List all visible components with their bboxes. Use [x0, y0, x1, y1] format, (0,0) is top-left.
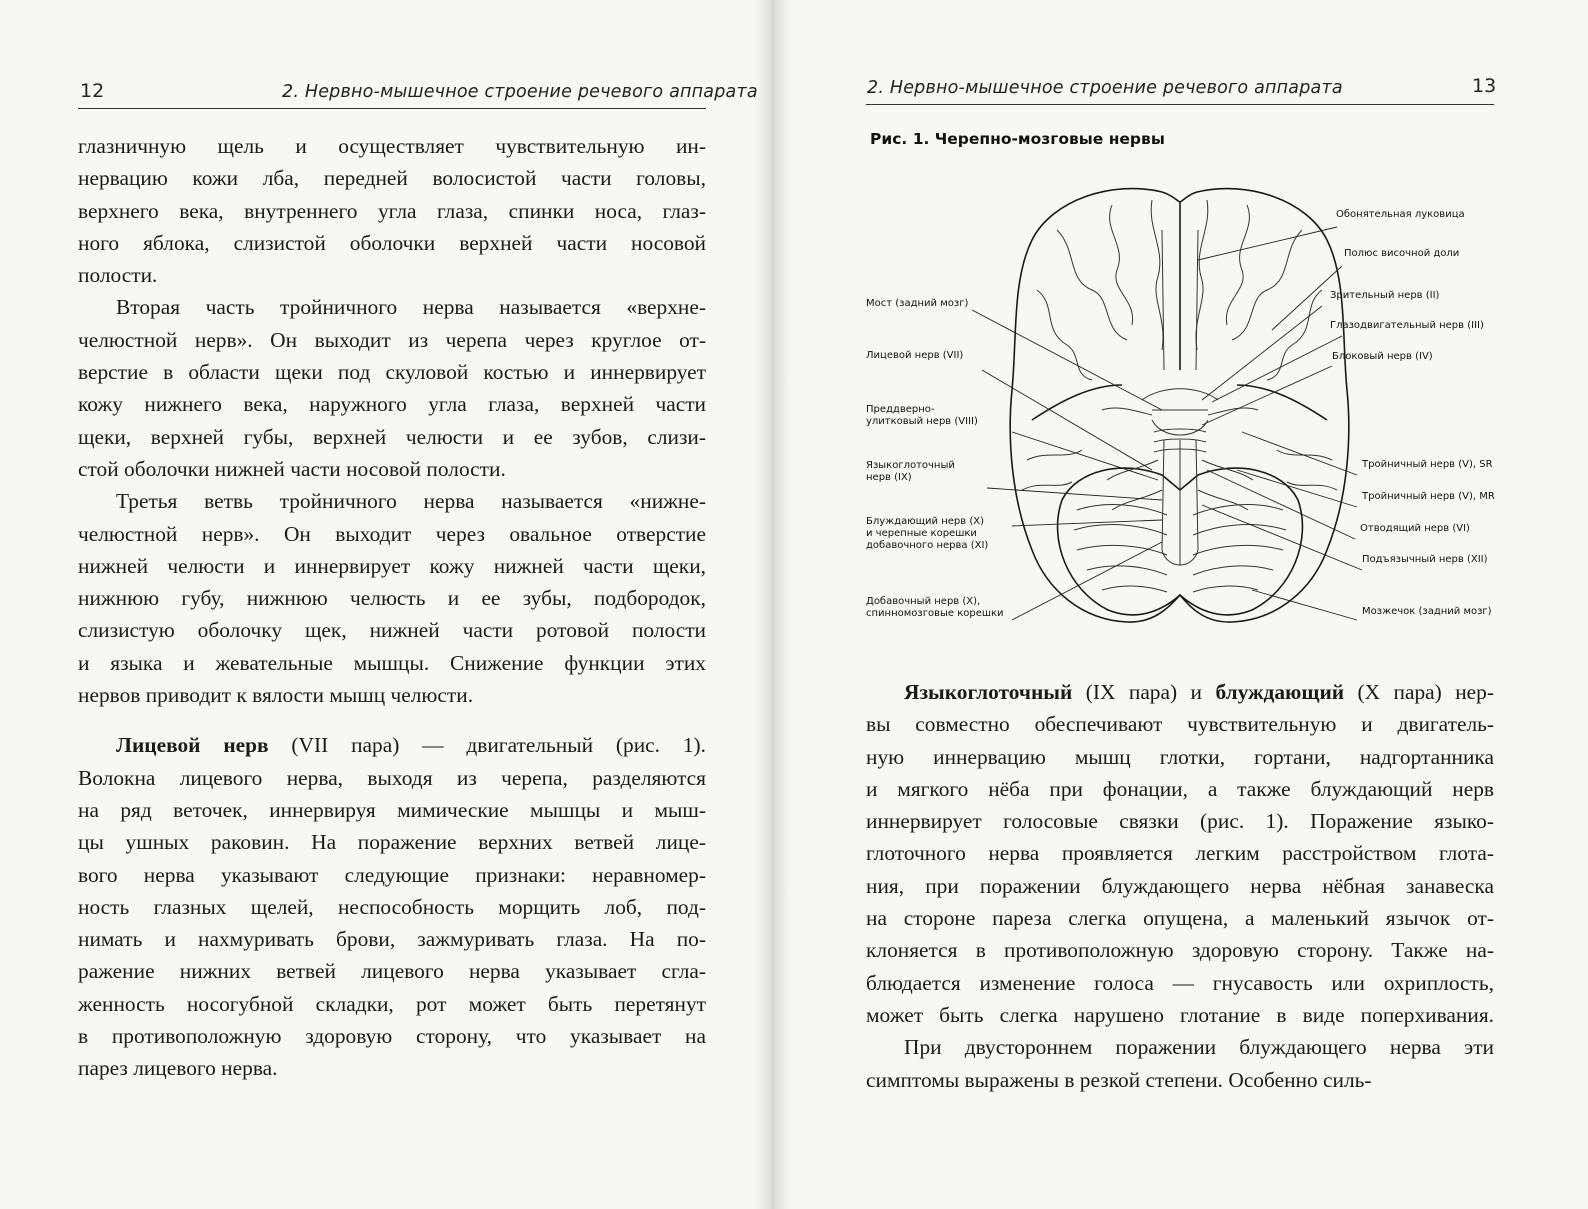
text-line: кожу нижнего века, наружного угла глаза, верхней части — [78, 392, 706, 417]
text-line: цы ушных раковин. На поражение верхних ветвей лице- — [78, 830, 706, 855]
text-line: нимать и нахмуривать брови, зажмуривать глаза. На по- — [78, 927, 706, 952]
text-line: При двустороннем поражении блуждающего нерва эти — [904, 1035, 1494, 1060]
label-optic-nerve: Зрительный нерв (II) — [1330, 290, 1440, 301]
book-gutter — [756, 0, 790, 1209]
text-line: ную иннервацию мышц глотки, гортани, надгортанника — [866, 744, 1494, 769]
label-oculomotor-nerve: Глазодвигательный нерв (III) — [1330, 320, 1484, 331]
text-line: и языка и жевательные мышцы. Снижение функции этих — [78, 650, 706, 675]
text-line: симптомы выражены в резкой степени. Особенно силь- — [866, 1067, 1372, 1092]
text-line: в противоположную здоровую сторону, что указывает на — [78, 1024, 706, 1049]
text-line: женность носогубной складки, рот может быть перетянут — [78, 991, 706, 1016]
text-span: (IX пара) и — [1072, 680, 1216, 704]
label-pons: Мост (задний мозг) — [866, 298, 969, 309]
text-line: челюстной нерв». Он выходит через овальное отверстие — [78, 521, 706, 546]
label-hypoglossal-nerve: Подъязычный нерв (XII) — [1362, 554, 1488, 565]
term-glossopharyngeal: Языкоглоточный — [904, 680, 1073, 704]
text-line: клоняется в противоположную здоровую сторону. Также на- — [866, 938, 1494, 963]
text-line: полости. — [78, 263, 158, 288]
text-line: верхнего века, внутреннего угла глаза, спинки носа, глаз- — [78, 198, 706, 223]
text-line: Вторая часть тройничного нерва называется «верхне- — [116, 295, 706, 320]
text-line: и мягкого нёба при фонации, а также блуждающий нерв — [866, 776, 1494, 801]
label-trigeminal-mr: Тройничный нерв (V), MR — [1362, 491, 1495, 502]
text-line: ражение нижних ветвей лицевого нерва указывает сгла- — [78, 959, 706, 984]
text-line: слизистую оболочку щек, нижней части ротовой полости — [78, 618, 706, 643]
text-line: блюдается изменение голоса — гнусавость или охриплость, — [866, 970, 1494, 995]
figure-title: Рис. 1. Черепно-мозговые нервы — [870, 130, 1165, 148]
text-line: глоточного нерва проявляется легким расстройством глота- — [866, 841, 1494, 866]
text-span: (X пара) нер- — [1344, 680, 1494, 704]
text-line: вого нерва указывают следующие признаки: неравномер- — [78, 862, 706, 887]
term-vagus: блуждающий — [1215, 680, 1345, 704]
text-line: челюстной нерв». Он выходит из черепа через круглое от- — [78, 327, 706, 352]
right-running-head: 2. Нервно-мышечное строение речевого аппарата — [867, 78, 1343, 98]
text-line: нижней челюсти и иннервирует кожу нижней части щеки, — [78, 553, 706, 578]
label-cerebellum: Мозжечок (задний мозг) — [1362, 606, 1492, 617]
label-temporal-pole: Полюс височной доли — [1344, 248, 1460, 259]
text-line: иннервирует голосовые связки (рис. 1). Поражение языко- — [866, 809, 1494, 834]
text-line: Волокна лицевого нерва, выходя из черепа, разделяются — [78, 765, 706, 790]
text-line: верстие в области щеки под скуловой костью и иннервирует — [78, 360, 706, 385]
text-line: на стороне пареза слегка опущена, а маленький язычок от- — [866, 906, 1494, 931]
right-body-text — [866, 676, 1494, 1096]
text-line: щеки, верхней губы, верхней челюсти и ее зубов, слизи- — [78, 424, 706, 449]
right-header-rule — [866, 104, 1494, 105]
label-trochlear-nerve: Блоковый нерв (IV) — [1332, 351, 1433, 362]
glossopharyngeal-paragraph-start — [866, 676, 1494, 708]
left-page-number: 12 — [80, 80, 105, 102]
brain-figure — [862, 170, 1502, 650]
term-facial-nerve: Лицевой нерв — [116, 733, 269, 758]
left-header-rule — [78, 108, 706, 109]
label-vagus-nerve: Блуждающий нерв (X) и черепные корешки добавочного нерва (XI) — [866, 516, 989, 551]
text-line: вы совместно обеспечивают чувствительную и двигатель- — [866, 712, 1494, 737]
left-running-head: 2. Нервно-мышечное строение речевого аппарата — [282, 82, 758, 102]
text-line: может быть слегка нарушено глотание в виде поперхивания. — [866, 1002, 1494, 1027]
text-span: (VII пара) — двигательный (рис. 1). — [268, 733, 706, 758]
text-line: Третья ветвь тройничного нерва называется «нижне- — [116, 489, 706, 514]
text-line: нервацию кожи лба, передней волосистой части головы, — [78, 166, 706, 191]
label-accessory-nerve: Добавочный нерв (X), спинномозговые корешки — [866, 596, 1004, 619]
label-abducens-nerve: Отводящий нерв (VI) — [1360, 523, 1470, 534]
label-vestibulocochlear-nerve: Преддверно- улитковый нерв (VIII) — [866, 404, 978, 427]
label-trigeminal-sr: Тройничный нерв (V), SR — [1362, 459, 1493, 470]
text-line: ного яблока, слизистой оболочки верхней части носовой — [78, 230, 706, 255]
text-line: нервов приводит к вялости мышц челюсти. — [78, 683, 474, 708]
left-body-text — [78, 130, 706, 1085]
label-glossopharyngeal-nerve: Языкоглоточный нерв (IX) — [866, 460, 955, 483]
text-line: стой оболочки нижней части носовой полости. — [78, 456, 506, 481]
text-line: ность глазных щелей, неспособность морщить лоб, под- — [78, 894, 706, 919]
facial-nerve-paragraph-start — [78, 729, 706, 761]
text-line: нижнюю губу, нижнюю челюсть и ее зубы, подбородок, — [78, 586, 706, 611]
text-line: парез лицевого нерва. — [78, 1056, 278, 1081]
text-line: ния, при поражении блуждающего нерва нёбная занавеска — [866, 873, 1494, 898]
text-line: на ряд веточек, иннервируя мимические мышцы и мыш- — [78, 797, 706, 822]
right-page-number: 13 — [1472, 75, 1497, 97]
text-line: глазничную щель и осуществляет чувствительную ин- — [78, 134, 706, 158]
label-facial-nerve: Лицевой нерв (VII) — [866, 350, 964, 361]
label-olfactory-bulb: Обонятельная луковица — [1336, 209, 1465, 220]
